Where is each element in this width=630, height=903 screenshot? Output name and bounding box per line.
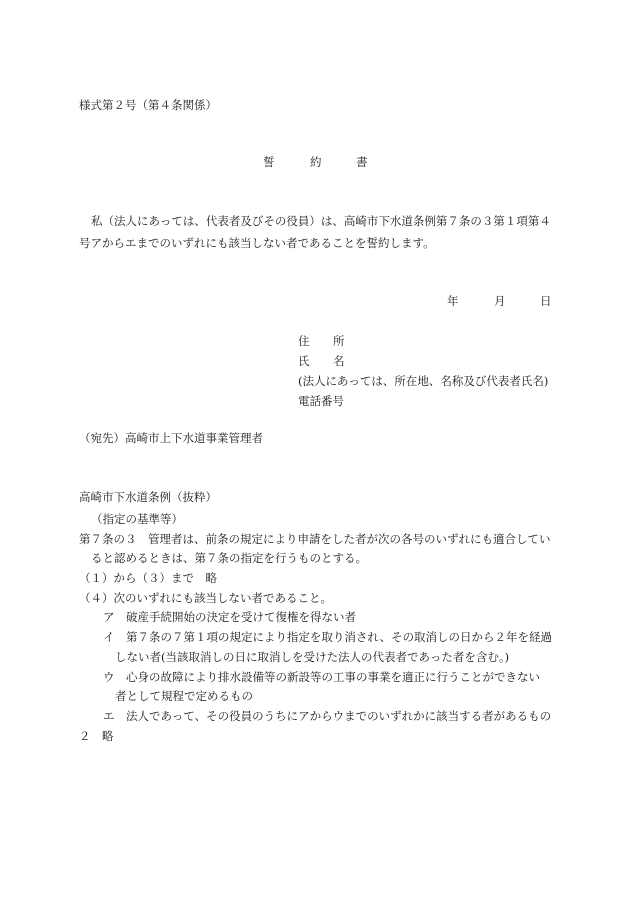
article-line-2: ると認めるときは、第７条の指定を行うものとする。 [91,551,367,565]
name-label-1: 氏 [298,354,310,368]
name-label-2: 名 [333,354,345,368]
pledge-line-1: 私（法人にあっては、代表者及びその役員）は、高崎市下水道条例第７条の３第１項第４ [91,214,551,228]
phone-label: 電話番号 [298,394,344,408]
pledge-line-2: 号アからエまでのいずれにも該当しない者であることを誓約します。 [79,236,435,250]
date-day: 日 [540,294,552,308]
address-label-2: 所 [333,334,345,348]
form-number: 様式第２号（第４条関係） [79,98,217,112]
excerpt-heading: 高崎市下水道条例（抜粋） [79,490,217,504]
item-4: （４）次のいずれにも該当しない者であること。 [79,591,332,605]
clause-e: エ 法人であって、その役員のうちにアからウまでのいずれかに該当する者があるもの [103,709,552,723]
clause-i-line-1: イ 第７条の７第１項の規定により指定を取り消され、その取消しの日から２年を経過 [103,630,553,644]
addressee: （宛先）高崎市上下水道事業管理者 [79,431,263,445]
date-year: 年 [447,294,459,308]
address-label-1: 住 [298,334,310,348]
clause-a: ア 破産手続開始の決定を受けて復権を得ない者 [103,610,356,624]
paragraph-2: ２ 略 [79,729,114,743]
title-char-2: 約 [310,155,322,169]
clause-i-line-2: しない者(当該取消しの日に取消しを受けた法人の代表者であった者を含む。) [115,650,510,664]
title-char-1: 誓 [263,155,275,169]
clause-u-line-1: ウ 心身の故障により排水設備等の新設等の工事の事業を適正に行うことができない [103,670,540,684]
article-line-1: 第７条の３ 管理者は、前条の規定により申請をした者が次の各号のいずれにも適合してい [79,532,551,546]
corporation-note: (法人にあっては、所在地、名称及び代表者氏名) [298,374,549,388]
clause-u-line-2: 者として規程で定めるもの [115,689,253,703]
date-month: 月 [494,294,506,308]
title-char-3: 書 [356,155,368,169]
items-1-to-3: （１）から（３）まで 略 [79,571,217,585]
excerpt-subheading: （指定の基準等） [91,512,183,526]
